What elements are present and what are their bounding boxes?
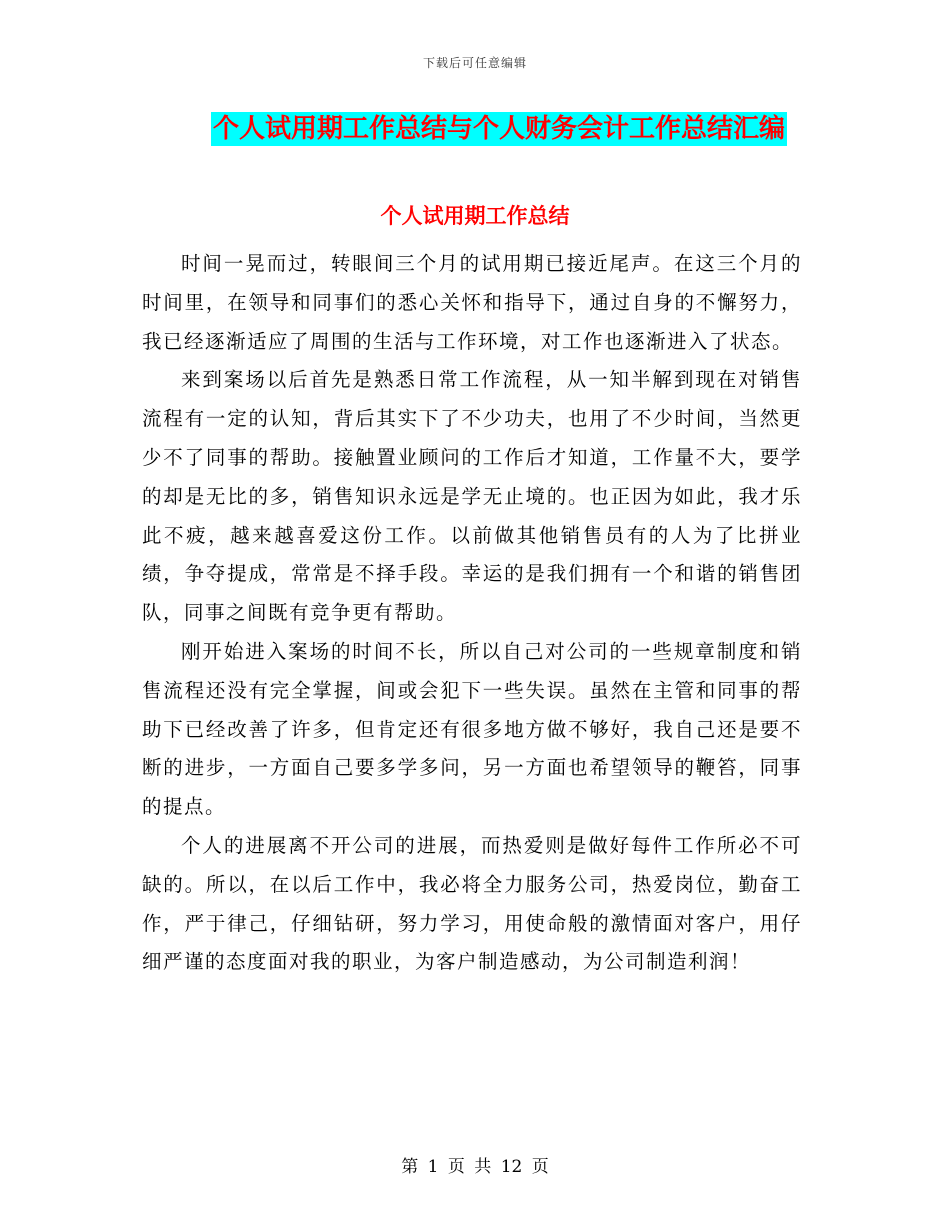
header-note: 下载后可任意编辑 [422, 56, 527, 70]
section-title: 个人试用期工作总结 [380, 203, 570, 228]
main-title: 个人试用期工作总结与个人财务会计工作总结汇编 [212, 114, 785, 144]
paragraph-4: 个人的进展离不开公司的进展，而热爱则是做好每件工作所必不可缺的。所以，在以后工作中，我必将全力服务公司，热爱岗位，勤奋工作，严于律己，仔细钻研，努力学习，用使命般的激情面对客户，用仔细严谨的态度面对我的职业，为客户制造感动，为公司制造利润！ [142, 833, 802, 974]
paragraph-2: 来到案场以后首先是熟悉日常工作流程，从一知半解到现在对销售流程有一定的认知，背后其实下了不少功夫，也用了不少时间，当然更少不了同事的帮助。接触置业顾问的工作后才知道，工作量不大，要学的却是无比的多，销售知识永远是学无止境的。也正因为如此，我才乐此不疲，越来越喜爱这份工作。以前做其他销售员有的人为了比拼业绩，争夺提成，常常是不择手段。幸运的是我们拥有一个和谐的销售团队，同事之间既有竞争更有帮助。 [142, 368, 802, 625]
main-title-container [208, 112, 790, 146]
document-body [142, 245, 802, 982]
paragraph-1: 时间一晃而过，转眼间三个月的试用期已接近尾声。在这三个月的时间里，在领导和同事们的悉心关怀和指导下，通过自身的不懈努力，我已经逐渐适应了周围的生活与工作环境，对工作也逐渐进入了状态。 [142, 252, 802, 353]
paragraph-3: 刚开始进入案场的时间不长，所以自己对公司的一些规章制度和销售流程还没有完全掌握，间或会犯下一些失误。虽然在主管和同事的帮助下已经改善了许多，但肯定还有很多地方做不够好，我自己还是要不断的进步，一方面自己要多学多问，另一方面也希望领导的鞭笞，同事的提点。 [142, 639, 802, 819]
page-number-footer: 第 1 页 共 12 页 [401, 1157, 549, 1177]
